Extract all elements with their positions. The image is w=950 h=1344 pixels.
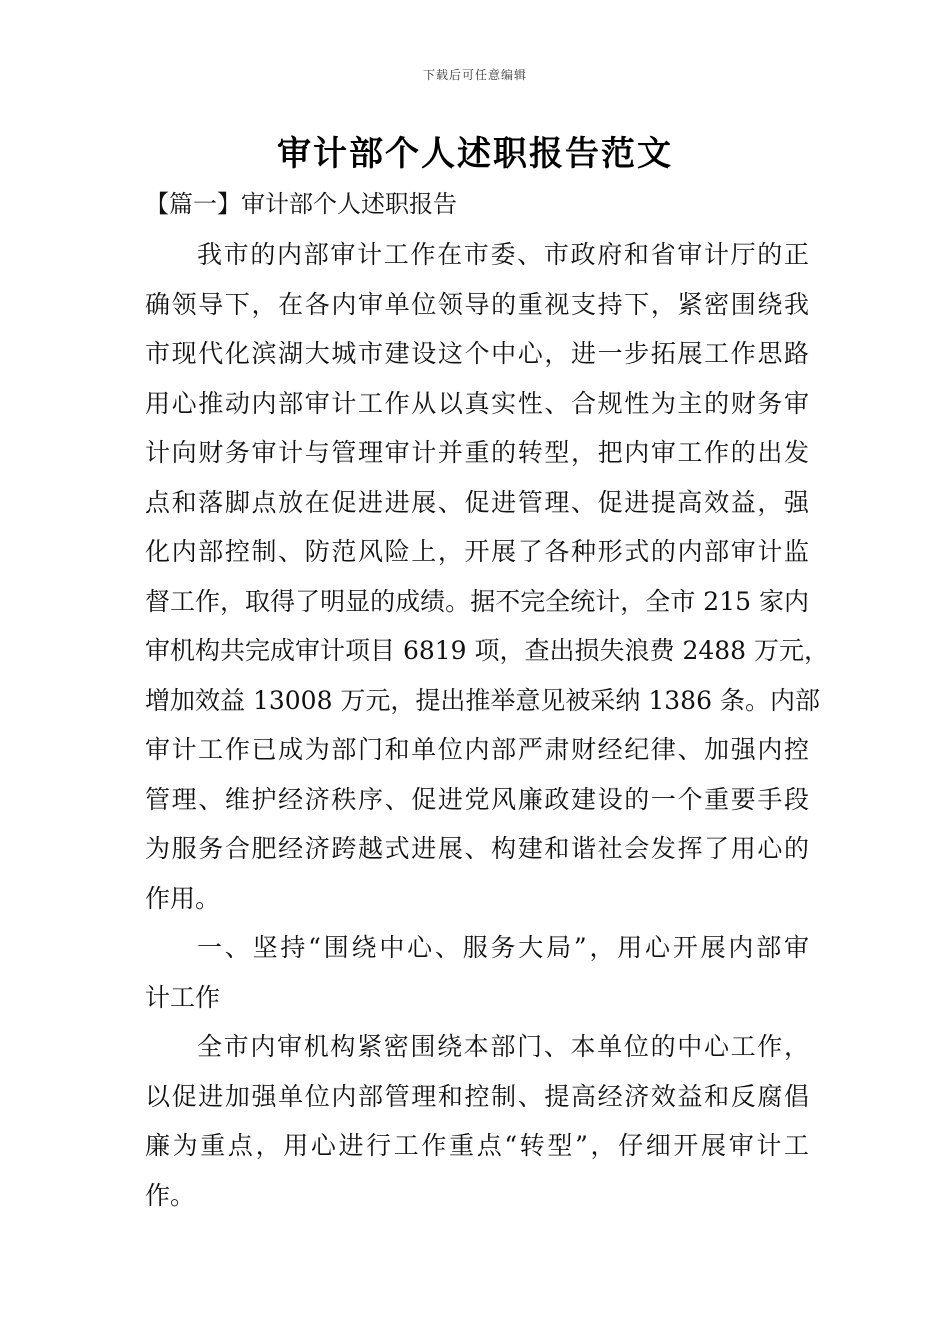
- text-line: 计工作: [145, 982, 221, 1012]
- text-line: 我市的内部审计工作在市委、市政府和省审计厅的正: [197, 240, 809, 269]
- document-title: 审计部个人述职报告范文: [277, 134, 673, 174]
- text-line: 为服务合肥经济跨越式进展、构建和谐社会发挥了用心的: [145, 834, 809, 863]
- paragraph-3: [145, 1022, 809, 1220]
- text-line: 化内部控制、防范风险上，开展了各种形式的内部审计监: [145, 537, 809, 566]
- text-line: 点和落脚点放在促进进展、促进管理、促进提高效益，强: [145, 487, 809, 517]
- section-label: 【篇一】审计部个人述职报告: [145, 190, 457, 218]
- paragraph-1: [145, 230, 830, 923]
- text-line: 以促进加强单位内部管理和控制、提高经济效益和反腐倡: [145, 1081, 809, 1111]
- text-line: 审计工作已成为部门和单位内部严肃财经纪律、加强内控: [145, 735, 809, 764]
- text-line: 廉为重点，用心进行工作重点“转型”，仔细开展审计工: [145, 1131, 809, 1160]
- text-line: 全市内审机构紧密围绕本部门、本单位的中心工作，: [197, 1032, 809, 1061]
- text-line: 计向财务审计与管理审计并重的转型，把内审工作的出发: [145, 438, 809, 467]
- text-line: 管理、维护经济秩序、促进党风廉政建设的一个重要手段: [145, 784, 809, 814]
- header-note: 下载后可任意编辑: [422, 68, 527, 82]
- text-line: 市现代化滨湖大城市建设这个中心，进一步拓展工作思路: [145, 339, 809, 368]
- paragraph-2: [145, 923, 809, 1022]
- document-body: [145, 230, 830, 1220]
- text-line: 审机构共完成审计项目 6819 项，查出损失浪费 2488 万元，: [145, 636, 830, 665]
- text-line: 督工作，取得了明显的成绩。据不完全统计，全市 215 家内: [145, 586, 809, 616]
- text-line: 增加效益 13008 万元，提出推举意见被采纳 1386 条。内部: [145, 685, 820, 715]
- text-line: 作用。: [145, 883, 221, 913]
- text-line: 作。: [145, 1180, 196, 1210]
- text-line: 一、坚持“围绕中心、服务大局”，用心开展内部审: [197, 933, 809, 962]
- text-line: 确领导下，在各内审单位领导的重视支持下，紧密围绕我: [145, 289, 809, 319]
- text-line: 用心推动内部审计工作从以真实性、合规性为主的财务审: [145, 388, 809, 418]
